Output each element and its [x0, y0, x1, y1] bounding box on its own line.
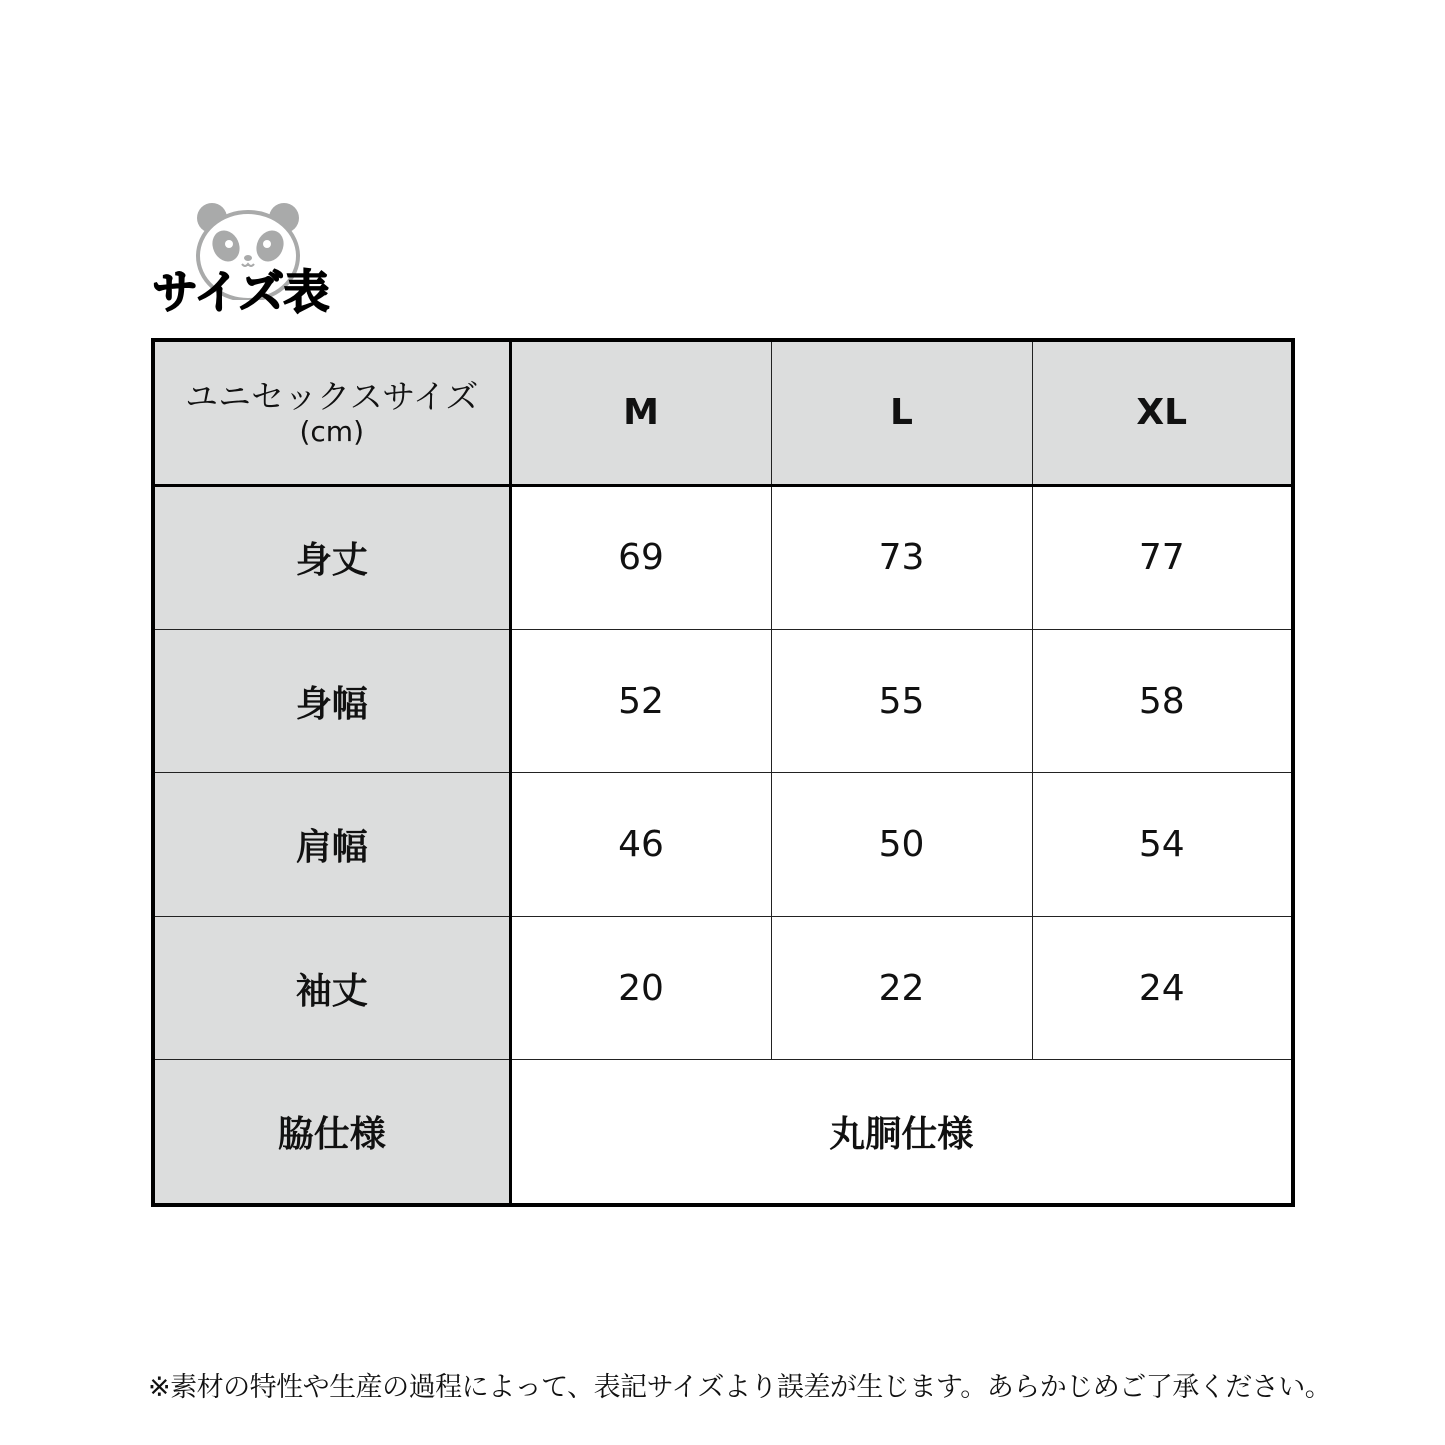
corner-label: ユニセックスサイズ [185, 376, 479, 416]
title-area [150, 198, 370, 323]
table-cell: 22 [771, 916, 1032, 1059]
size-table [151, 338, 1295, 1207]
table-cell: 50 [771, 773, 1032, 916]
table-row [153, 916, 1293, 1059]
row-label-cell: 脇仕様 [153, 1060, 510, 1205]
table-cell: 46 [510, 773, 771, 916]
table-row-merged [153, 1060, 1293, 1205]
table-cell: 54 [1032, 773, 1293, 916]
size-header-xl: XL [1032, 340, 1293, 485]
merged-cell: 丸胴仕様 [510, 1060, 1293, 1205]
table-cell: 20 [510, 916, 771, 1059]
row-label-cell: 身丈 [153, 485, 510, 630]
table-row [153, 630, 1293, 773]
size-header-l: L [771, 340, 1032, 485]
row-label-cell: 袖丈 [153, 916, 510, 1059]
corner-unit: (cm) [299, 414, 365, 448]
table-header-row [153, 340, 1293, 485]
table-cell: 52 [510, 630, 771, 773]
row-label-cell: 身幅 [153, 630, 510, 773]
table-cell: 55 [771, 630, 1032, 773]
size-header-m: M [510, 340, 771, 485]
table-cell: 77 [1032, 485, 1293, 630]
table-cell: 69 [510, 485, 771, 630]
table-cell: 24 [1032, 916, 1293, 1059]
corner-cell [153, 340, 510, 485]
page-title: サイズ表 [152, 265, 329, 319]
footnote: ※素材の特性や生産の過程によって、表記サイズより誤差が生じます。あらかじめご了承ください。 [148, 1372, 1332, 1403]
row-label-cell: 肩幅 [153, 773, 510, 916]
table-row [153, 485, 1293, 630]
table-row [153, 773, 1293, 916]
table-cell: 73 [771, 485, 1032, 630]
table-cell: 58 [1032, 630, 1293, 773]
